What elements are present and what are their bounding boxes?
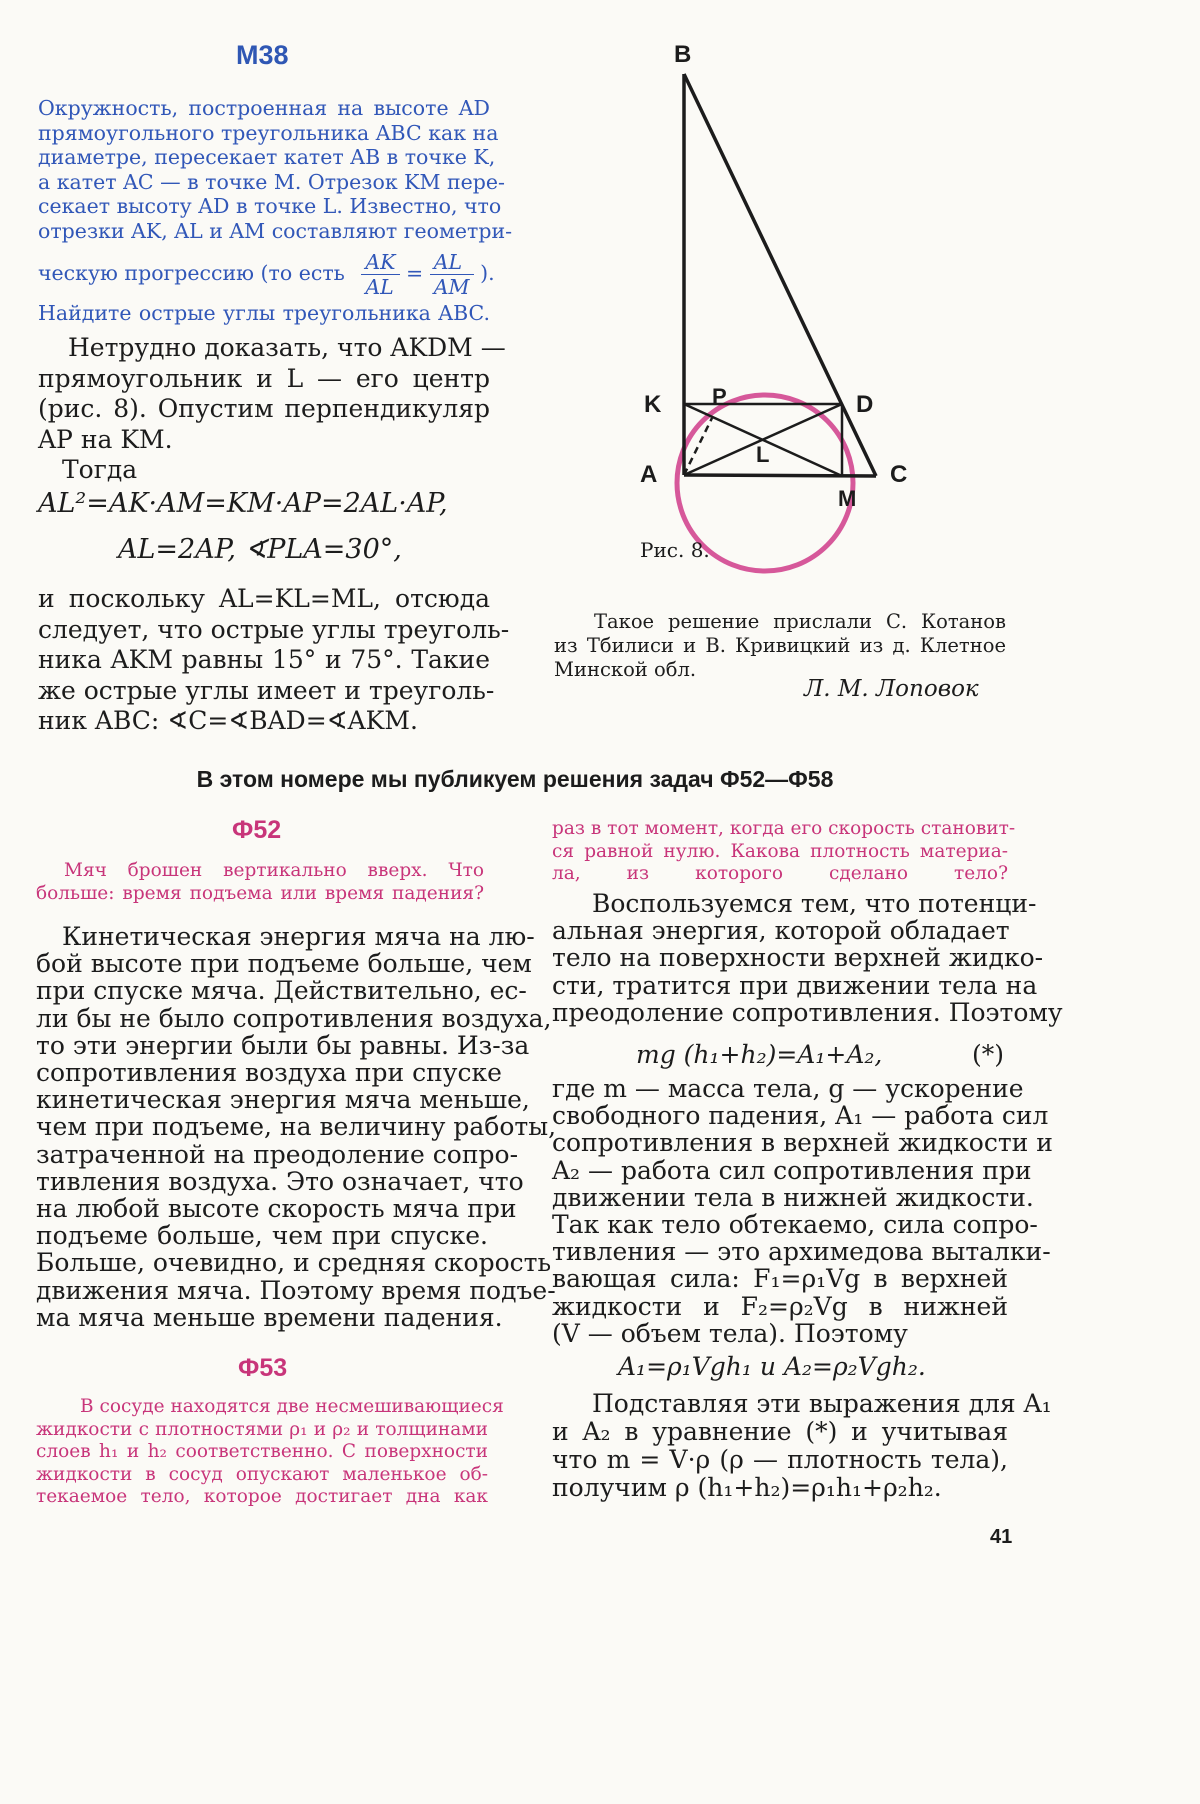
text-line: Подставляя эти выражения для A₁ xyxy=(592,1389,1052,1418)
text-line: а катет AC — в точке M. Отрезок KM пере- xyxy=(38,169,505,194)
text-line: слоев h₁ и h₂ соответственно. С поверхности xyxy=(36,1441,488,1462)
text-line: Воспользуемся тем, что потенци- xyxy=(592,889,1037,918)
text-line: чем при подъеме, на величину работы, xyxy=(36,1112,557,1142)
label-p: P xyxy=(712,384,727,409)
problem-f53-statement xyxy=(36,1396,504,1509)
fraction-denominator: AM xyxy=(433,275,470,299)
text-line: движении тела в нижней жидкости. xyxy=(552,1182,1034,1212)
f53-solution-part-c xyxy=(552,1389,1052,1502)
text-line: (рис. 8). Опустим перпендикуляр xyxy=(38,394,490,423)
text-line: где m — масса тела, g — ускорение xyxy=(552,1074,1024,1103)
text-line: тело на поверхности верхней жидко- xyxy=(552,943,1044,973)
label-b: B xyxy=(674,41,692,68)
problem-f53-header: Ф53 xyxy=(238,1354,288,1382)
text-line: отрезки AK, AL и AM составляют геометри- xyxy=(38,218,513,243)
label-m: M xyxy=(838,486,857,511)
text-line: Кинетическая энергия мяча на лю- xyxy=(62,922,535,951)
text-line: раз в тот момент, когда его скорость становит- xyxy=(552,818,1016,839)
text-line: Так как тело обтекаемо, сила сопро- xyxy=(552,1210,1038,1240)
f53-solution-part-b xyxy=(552,1074,1053,1348)
text-line: же острые углы имеет и треуголь- xyxy=(38,675,495,705)
text-line: подъеме больше, чем при спуске. xyxy=(36,1221,488,1251)
problem-m38-statement xyxy=(38,96,513,326)
fraction-numerator: AK xyxy=(361,250,399,275)
fraction xyxy=(430,250,474,299)
text-line-with-fractions xyxy=(38,245,495,301)
text-line: и A₂ в уравнение (*) и учитывая xyxy=(552,1417,1008,1446)
text-line: Такое решение прислали С. Котанов xyxy=(594,610,1006,633)
problem-f52-header: Ф52 xyxy=(232,816,282,844)
text-line: ли бы не было сопротивления воздуха, xyxy=(36,1003,552,1033)
problem-f52-statement xyxy=(36,860,484,905)
text-line: A₂ — работа сил сопротивления при xyxy=(552,1155,1032,1185)
text-line: прямоугольник и L — его центр xyxy=(38,363,490,393)
label-a: A xyxy=(640,461,658,488)
label-d: D xyxy=(856,391,874,418)
text-line: затраченной на преодоление сопро- xyxy=(36,1139,519,1169)
m38-conclusion xyxy=(38,584,510,737)
text-line: вающая сила: F₁=ρ₁Vg в верхней xyxy=(552,1264,1008,1294)
text-line: бой высоте при подъеме больше, чем xyxy=(36,949,532,979)
text-line: то эти энергии были бы равны. Из-за xyxy=(36,1030,530,1060)
section-header: В этом номере мы публикуем решения задач Ф52—Ф58 xyxy=(196,766,834,792)
text-line: текаемое тело, которое достигает дна как xyxy=(36,1486,488,1507)
text-line: ся равной нулю. Какова плотность материа- xyxy=(552,840,1008,862)
text-line: Окружность, построенная на высоте AD xyxy=(38,96,490,120)
text-line: больше: время подъема или время падения? xyxy=(36,882,484,904)
text-line: получим ρ (h₁+h₂)=ρ₁h₁+ρ₂h₂. xyxy=(552,1473,942,1502)
text-line: следует, что острые углы треуголь- xyxy=(38,614,510,644)
problem-f53-statement-continued xyxy=(552,818,1016,886)
label-l: L xyxy=(756,442,770,467)
f52-solution xyxy=(36,922,557,1332)
text-line: кинетическая энергия мяча меньше, xyxy=(36,1085,530,1115)
text-line: В сосуде находятся две несмешивающиеся xyxy=(80,1396,504,1417)
text-line: ла, из которого сделано тело? xyxy=(552,863,1008,884)
text-line: диаметре, пересекает катет AB в точке K, xyxy=(38,145,496,169)
label-c: C xyxy=(890,461,908,488)
text-line: (V — объем тела). Поэтому xyxy=(552,1318,908,1348)
m38-solution xyxy=(38,333,506,486)
text-line: на любой высоте скорость мяча при xyxy=(36,1194,517,1224)
text-line: тивления — это архимедова выталки- xyxy=(552,1237,1051,1267)
text-line: Найдите острые углы треугольника ABC. xyxy=(38,301,490,325)
text-line: Мяч брошен вертикально вверх. Что xyxy=(64,860,484,881)
text-line: прямоугольного треугольника ABC как на xyxy=(38,120,499,145)
text-line: ника AKM равны 15° и 75°. Такие xyxy=(38,645,490,674)
text-line: сопротивления в верхней жидкости и xyxy=(552,1128,1053,1158)
text-line: Больше, очевидно, и средняя скорость xyxy=(36,1248,552,1278)
text-line: сопротивления воздуха при спуске xyxy=(36,1058,502,1088)
text-line: тивления воздуха. Это означает, что xyxy=(36,1166,524,1196)
text-line: что m = V·ρ (ρ — плотность тела), xyxy=(552,1445,1008,1474)
text-line: ник ABC: ∢C=∢BAD=∢AKM. xyxy=(38,706,418,735)
problem-m38-header: М38 xyxy=(236,40,289,70)
segment-bc xyxy=(684,74,876,476)
formula-1: AL²=AK·AM=KM·AP=2AL·AP, xyxy=(38,488,448,519)
text-line: ма мяча меньше времени падения. xyxy=(36,1302,503,1332)
text-line: сти, тратится при движении тела на xyxy=(552,970,1038,1000)
formula-2: AL=2AP, ∢PLA=30°, xyxy=(118,534,402,565)
text-line: свободного падения, A₁ — работа сил xyxy=(552,1101,1049,1131)
formula-star: mg (h₁+h₂)=A₁+A₂, xyxy=(636,1040,883,1069)
text-line: Нетрудно доказать, что AKDM — xyxy=(68,333,506,362)
text-line: ческую прогрессию (то есть xyxy=(38,261,345,285)
text-line: жидкости с плотностями ρ₁ и ρ₂ и толщинами xyxy=(36,1418,488,1440)
figure-8-diagram xyxy=(600,20,1050,580)
equation-marker: (*) xyxy=(972,1040,1005,1069)
fraction xyxy=(361,250,399,299)
solution-credits xyxy=(554,610,1006,682)
text-line: жидкости и F₂=ρ₂Vg в нижней xyxy=(552,1291,1008,1321)
label-k: K xyxy=(644,391,662,418)
text-line: при спуске мяча. Действительно, ес- xyxy=(36,976,527,1006)
text-line: Тогда xyxy=(62,455,138,484)
segment-ac xyxy=(684,475,876,476)
closing-paren: ). xyxy=(480,261,495,285)
text-line: жидкости в сосуд опускают маленькое об- xyxy=(36,1463,488,1485)
formula-work: A₁=ρ₁Vgh₁ и A₂=ρ₂Vgh₂. xyxy=(618,1352,926,1381)
author-signature: Л. М. Лоповок xyxy=(804,676,979,702)
equals-sign: = xyxy=(406,261,424,285)
text-line: AP на KM. xyxy=(38,424,173,454)
text-line: и поскольку AL=KL=ML, отсюда xyxy=(38,584,490,613)
page-number: 41 xyxy=(990,1526,1013,1548)
text-line: альная энергия, которой обладает xyxy=(552,916,1010,946)
text-line: из Тбилиси и В. Кривицкий из д. Клетное xyxy=(554,634,1006,657)
fraction-numerator: AL xyxy=(430,250,474,275)
text-line: Минской обл. xyxy=(554,658,697,681)
f53-solution-part-a xyxy=(552,889,1063,1027)
text-line: секает высоту AD в точке L. Известно, что xyxy=(38,194,502,218)
text-line: преодоление сопротивления. Поэтому xyxy=(552,997,1063,1027)
fraction-denominator: AL xyxy=(365,275,394,299)
text-line: движения мяча. Поэтому время подъе- xyxy=(36,1275,556,1305)
figure-caption: Рис. 8. xyxy=(640,538,710,562)
